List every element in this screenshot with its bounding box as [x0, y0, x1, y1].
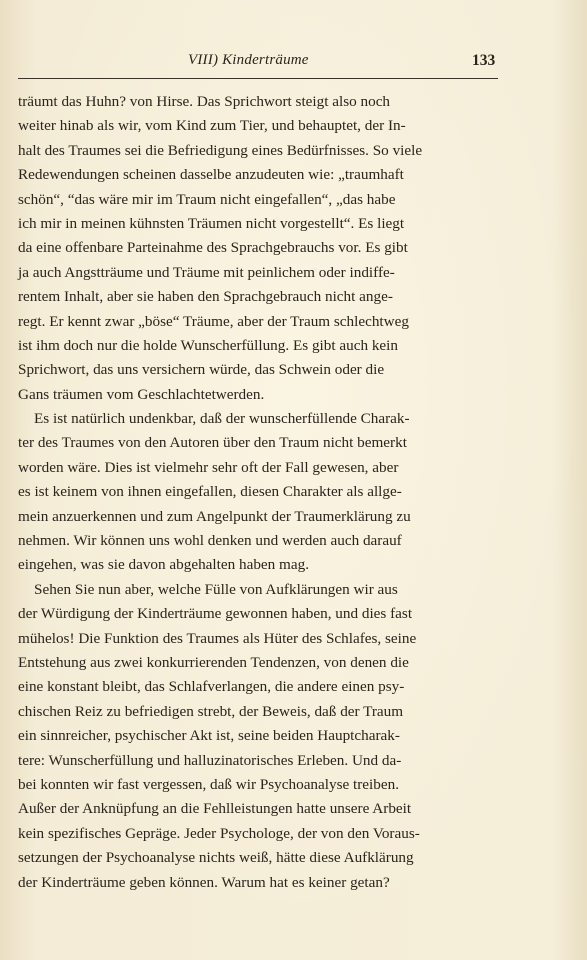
text-line: bei konnten wir fast vergessen, daß wir Psychoanalyse treiben.: [18, 775, 399, 793]
text-line: Es ist natürlich undenkbar, daß der wunscherfüllende Charak-: [34, 410, 410, 428]
text-line: halt des Traumes sei die Befriedigung eines Bedürfnisses. So viele: [18, 141, 423, 159]
text-line: worden wäre. Dies ist vielmehr sehr oft der Fall gewesen, aber: [18, 458, 399, 476]
text-line: der Würdigung der Kinderträume gewonnen haben, und dies fast: [18, 605, 413, 623]
body-text: [18, 90, 498, 895]
text-line: schön“, “das wäre mir im Traum nicht eingefallen“, „das habe: [18, 190, 396, 208]
text-line: der Kinderträume geben können. Warum hat es keiner getan?: [18, 873, 390, 891]
text-line: kein spezifisches Gepräge. Jeder Psychologe, der von den Voraus-: [18, 824, 420, 842]
page-header: [18, 52, 498, 74]
text-line: eine konstant bleibt, das Schlafverlangen, die andere einen psy-: [18, 678, 405, 696]
text-line: Redewendungen scheinen dasselbe anzudeuten wie: „traumhaft: [18, 166, 404, 184]
text-line: Außer der Anknüpfung an die Fehlleistungen hatte unsere Arbeit: [18, 800, 412, 818]
text-line: eingehen, was sie davon abgehalten haben mag.: [18, 556, 309, 574]
text-line: Gans träumen vom Geschlachtetwerden.: [18, 385, 265, 403]
text-line: mein anzuerkennen und zum Angelpunkt der Traumerklärung zu: [18, 507, 411, 525]
text-line: rentem Inhalt, aber sie haben den Sprachgebrauch nicht ange-: [18, 288, 393, 306]
text-line: träumt das Huhn? von Hirse. Das Sprichwort steigt also noch: [18, 93, 391, 110]
text-line: ist ihm doch nur die holde Wunscherfüllung. Es gibt auch kein: [18, 336, 398, 354]
text-line: ich mir in meinen kühnsten Träumen nicht vorgestellt“. Es liegt: [18, 214, 405, 232]
text-line: ja auch Angstträume und Träume mit peinlichem oder indiffe-: [18, 263, 395, 281]
page-number: 133: [472, 52, 496, 69]
text-line: ter des Traumes von den Autoren über den Traum nicht bemerkt: [18, 434, 407, 452]
text-line: ein sinnreicher, psychischer Akt ist, seine beiden Hauptcharak-: [18, 727, 400, 745]
text-line: setzungen der Psychoanalyse nichts weiß, hätte diese Aufklärung: [18, 849, 414, 867]
text-line: nehmen. Wir können uns wohl denken und werden auch darauf: [18, 532, 402, 550]
text-line: Entstehung aus zwei konkurrierenden Tendenzen, von denen die: [18, 653, 409, 671]
text-line: da eine offenbare Parteinahme des Sprachgebrauchs vor. Es gibt: [18, 239, 408, 257]
header-rule: [18, 78, 498, 79]
text-line: tere: Wunscherfüllung und halluzinatorisches Erleben. Und da-: [18, 751, 402, 769]
running-head: VIII) Kinderträume: [188, 52, 309, 68]
text-line: chischen Reiz zu befriedigen strebt, der Beweis, daß der Traum: [18, 702, 404, 720]
text-line: regt. Er kennt zwar „böse“ Träume, aber der Traum schlechtweg: [18, 312, 409, 330]
text-line: Sehen Sie nun aber, welche Fülle von Aufklärungen wir aus: [34, 580, 398, 598]
text-line: mühelos! Die Funktion des Traumes als Hüter des Schlafes, seine: [18, 629, 417, 647]
text-line: weiter hinab als wir, vom Kind zum Tier, und behauptet, der In-: [18, 117, 406, 135]
text-line: es ist keinem von ihnen eingefallen, diesen Charakter als allge-: [18, 483, 402, 501]
text-line: Sprichwort, das uns versichern würde, das Schwein oder die: [18, 361, 385, 379]
